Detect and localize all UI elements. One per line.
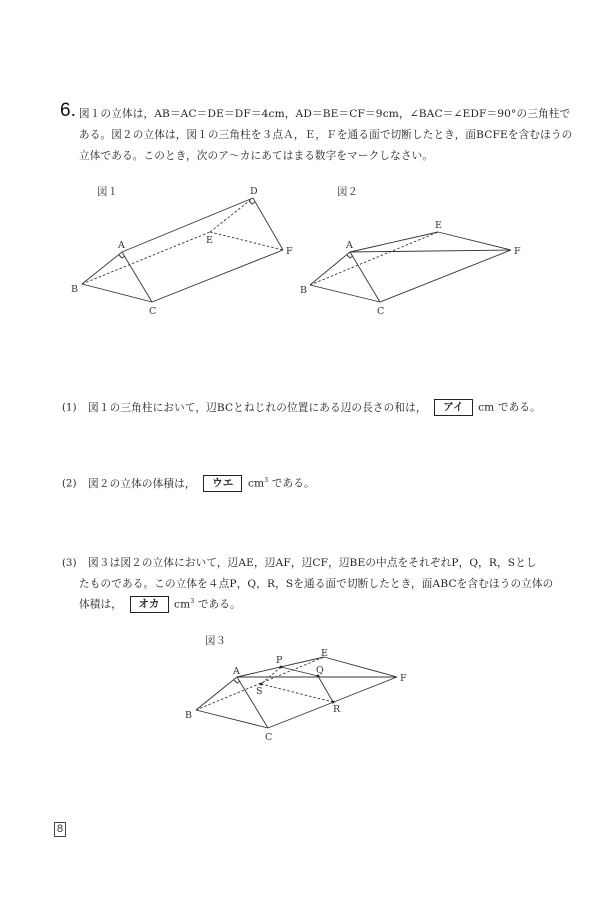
fig2-label-f: F (514, 246, 521, 257)
right-angle-mark-d (249, 201, 255, 204)
question-1-text: 図１の三角柱において，辺BCとねじれの位置にある辺の長さの和は， (88, 401, 427, 414)
fig2-label-a: A (346, 240, 353, 251)
problem-number: 6. (60, 100, 76, 121)
fig3-label-r: R (333, 704, 341, 715)
figure-2-title: 図２ (337, 186, 358, 198)
answer-box-a-i[interactable]: アイ (434, 399, 472, 416)
question-3-after: である。 (194, 598, 241, 611)
question-1 (62, 399, 541, 416)
question-3-line-3 (79, 596, 241, 613)
fig3-label-b: B (185, 710, 192, 721)
answer-box-o-ka[interactable]: オカ (130, 596, 169, 613)
fig1-label-a: A (118, 240, 125, 251)
figure-3-midpoint-section (196, 657, 397, 728)
intro-line-2: ある。図２の立体は，図１の三角柱を３点Ａ，Ｅ，Ｆを通る面で切断したとき，面BCFEを含むほうの (79, 129, 573, 141)
question-3-text-1: 図３は図２の立体において，辺AE，辺AF，辺CF，辺BEの中点をそれぞれP，Q，R，Sとし (88, 557, 537, 569)
intro-line-1: 図１の立体は，AB＝AC＝DE＝DF＝4cm，AD＝BE＝CF＝9cm，∠BAC＝∠EDF＝90°の三角柱で (79, 108, 571, 120)
page-number: 8 (54, 822, 66, 837)
figure-3-title: 図３ (205, 635, 226, 647)
intro-line-3: 立体である。このとき，次のア～カにあてはまる数字をマークしなさい。 (79, 150, 434, 162)
question-1-unit-text: cm である。 (478, 401, 541, 414)
figure-1-title: 図１ (97, 186, 118, 198)
fig1-label-d: D (250, 186, 258, 197)
fig3-label-p: P (276, 655, 283, 666)
fig3-label-c: C (265, 732, 273, 743)
fig3-label-a: A (233, 666, 240, 677)
fig3-label-q: Q (316, 665, 324, 676)
fig1-label-b: B (71, 284, 78, 295)
question-2-after: である。 (268, 477, 315, 490)
question-3-text-3: 体積は， (79, 598, 122, 611)
question-3-text-2: たものである。この立体を４点P，Q，R，Sを通る面で切断したとき，面ABCを含むほうの立体の (79, 578, 554, 590)
question-2-unit: cm (247, 477, 265, 490)
answer-box-u-e[interactable]: ウエ (203, 475, 242, 492)
fig1-label-e: E (206, 235, 213, 246)
question-2-label: (2) (62, 478, 77, 490)
question-2-unit-exp: 3 (264, 476, 269, 484)
question-2-text: 図２の立体の体積は， (88, 477, 196, 490)
question-3-label: (3) (62, 558, 77, 569)
fig1-label-c: C (149, 306, 157, 317)
fig1-label-f: F (286, 246, 293, 257)
fig3-label-e: E (321, 648, 328, 659)
question-3-unit-exp: 3 (190, 597, 195, 605)
fig3-label-f: F (400, 673, 407, 684)
question-1-label: (1) (62, 402, 77, 414)
fig2-label-c: C (377, 306, 385, 317)
figure-1-triangular-prism (82, 198, 283, 302)
question-3-line-1 (62, 555, 537, 570)
question-2 (62, 475, 315, 492)
fig2-label-b: B (300, 285, 307, 296)
question-3-unit: cm (174, 598, 191, 611)
fig3-label-s: S (256, 686, 263, 697)
figure-2-cut-solid (310, 232, 511, 302)
fig2-label-e: E (435, 220, 442, 231)
